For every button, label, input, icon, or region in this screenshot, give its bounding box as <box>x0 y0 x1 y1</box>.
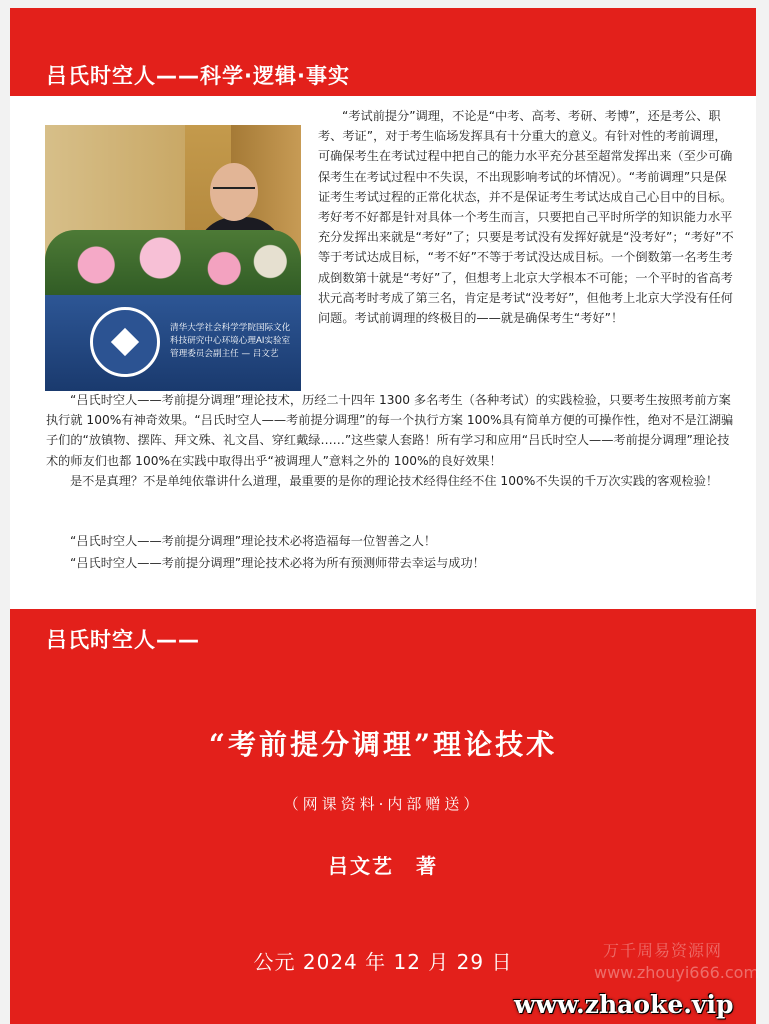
header-title: 吕氏时空人——科学·逻辑·事实 <box>46 64 350 88</box>
flower-arrangement <box>45 230 301 300</box>
cover-subtitle: （网课资料·内部赠送） <box>283 795 483 813</box>
speaker-photo <box>45 125 301 391</box>
cover-author: 吕文艺 著 <box>328 854 438 878</box>
cover-date: 公元 2024 年 12 月 29 日 <box>253 950 513 974</box>
university-seal-icon <box>90 307 160 377</box>
watermark-url-2: www.zhaoke.vip <box>514 990 734 1019</box>
seal-emblem <box>111 328 139 356</box>
cover-title: “考前提分调理”理论技术 <box>208 728 558 761</box>
watermark-url-1: www.zhouyi666.com <box>594 963 760 982</box>
article-paragraph-5: “吕氏时空人——考前提分调理”理论技术必将为所有预测师带去幸运与成功！ <box>70 556 485 570</box>
header-band <box>10 8 756 96</box>
article-paragraph-1: “考试前提分”调理，不论是“中考、高考、考研、考博”，还是考公、职考、考证”，对于考生临场发挥具有十分重大的意义。有针对性的考前调理，可确保考生在考试过程中把自己的能力水平充分甚至超常发挥出来（至少可确保考生在考试过程中不失误，不出现影响考试的坏情况）。“考前调理”只是保证考生考试过程的正常化状态，并不是保证考生考试达成自己心目中的目标。考好考不好都是针对具体一个考生而言，只要把自己平时所学的知识能力水平充分发挥出来就是“考好”了；只要是考试没有发挥好就是“没考好”；“考好”不等于考试达成目标，“考不好”不等于考试没达成目标。一个倒数第一名考生考成倒数第十就是“考好”了，但想考上北京大学根本不可能；一个平时的省高考状元高考时考成了第三名，肯定是考试“没考好”，但他考上北京大学没有任何问题。考试前调理的终极目的——就是确保考生“考好”！ <box>318 109 734 326</box>
document-page <box>10 8 756 1024</box>
article-paragraph-2: “吕氏时空人——考前提分调理”理论技术，历经二十四年 1300 多名考生（各种考试）的实践检验，只要考生按照考前方案执行就 100%有神奇效果。“吕氏时空人——考前提分调理”的每一个执行方案 100%具有简单方便的可操作性，绝对不是江湖骗子们的“放镇物、摆阵、拜文殊、礼文昌、穿红戴绿……”这些蒙人套路！所有学习和应用“吕氏时空人——考前提分调理”理论技术的师友们也都 100%在实践中取得出乎“被调理人”意料之外的 100%的良好效果！ <box>46 393 734 468</box>
photo-caption: 清华大学社会科学学院国际文化科技研究中心环境心理AI实验室管理委员会副主任 — 吕文艺 <box>170 323 291 359</box>
speaker-glasses <box>213 187 255 195</box>
article-paragraph-3: 是不是真理？不是单纯依靠讲什么道理，最重要的是你的理论技术经得住经不住 100%不失误的千万次实践的客观检验！ <box>70 474 719 488</box>
article-panel <box>10 96 756 609</box>
cover-series-title: 吕氏时空人—— <box>46 628 200 652</box>
article-paragraph-4: “吕氏时空人——考前提分调理”理论技术必将造福每一位智善之人！ <box>70 534 437 548</box>
watermark-site-name: 万千周易资源网 <box>603 941 723 960</box>
